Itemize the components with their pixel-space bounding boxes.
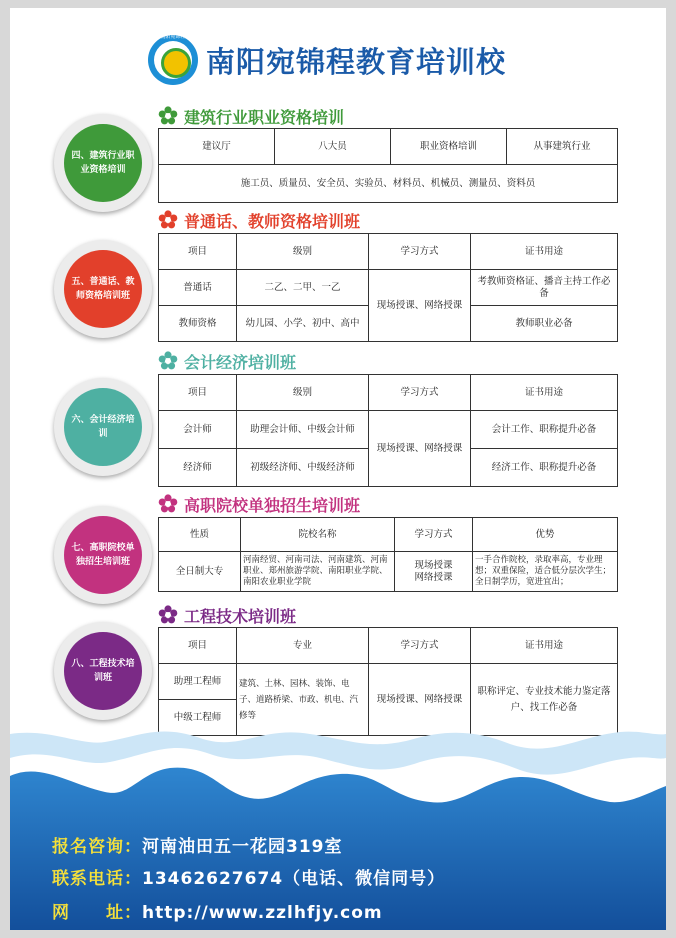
table-header: 项目: [159, 628, 237, 664]
table-cell: 经济工作、职称提升必备: [471, 449, 618, 487]
table-header: 证书用途: [471, 234, 618, 270]
table-cell: 建议厅: [159, 129, 275, 165]
table-cell: 会计工作、职称提升必备: [471, 411, 618, 449]
footer-address: [52, 832, 343, 857]
table-header: 项目: [159, 234, 237, 270]
table-header: 院校名称: [241, 518, 395, 552]
flower-icon: [158, 605, 178, 625]
table-header: 证书用途: [471, 628, 618, 664]
table-header: 级别: [237, 375, 369, 411]
footer-website: [52, 898, 383, 923]
school-logo: [148, 35, 198, 85]
method-line: 网络授课: [414, 571, 453, 583]
table-header: 优势: [473, 518, 618, 552]
table-cell: 现场授课、网络授课: [369, 270, 471, 342]
table-mandarin-teacher: [158, 233, 618, 342]
table-cell: 考教师资格证、播音主持工作必备: [471, 270, 618, 306]
badge-circle-5: [54, 240, 152, 338]
table-cell: 教师资格: [159, 306, 237, 342]
flower-icon: [158, 494, 178, 514]
table-cell: 助理会计师、中级会计师: [237, 411, 369, 449]
table-engineering: [158, 627, 618, 736]
table-header: 专业: [237, 628, 369, 664]
badge-circle-4: [54, 114, 152, 212]
logo-text: 南阳宛锦程: [160, 34, 186, 40]
table-cell: 施工员、质量员、安全员、实验员、材料员、机械员、测量员、资料员: [159, 165, 618, 203]
flower-icon: [158, 351, 178, 371]
section-title-engineering: [158, 603, 296, 627]
table-cell: 现场授课、网络授课: [369, 411, 471, 487]
table-header: 项目: [159, 375, 237, 411]
table-cell: 普通话: [159, 270, 237, 306]
table-cell: 经济师: [159, 449, 237, 487]
section-title-text: 普通话、教师资格培训班: [184, 211, 361, 231]
section-title-text: 会计经济培训班: [184, 352, 297, 372]
table-cell: 河南经贸、河南司法、河南建筑、河南职业、郑州旅游学院、南阳职业学院、南阳农业职业学院: [241, 552, 395, 592]
section-title-construction: [158, 104, 344, 128]
badge-text: 四、建筑行业职业资格培训: [64, 124, 142, 202]
method-line: 现场授课: [414, 559, 453, 571]
table-cell: 职称评定、专业技术能力鉴定落户、找工作必备: [471, 664, 618, 736]
table-header: 学习方式: [369, 628, 471, 664]
table-cell: 现场授课、网络授课: [369, 664, 471, 736]
table-cell: 八大员: [275, 129, 391, 165]
badge-text: 七、高职院校单独招生培训班: [64, 516, 142, 594]
section-title-mandarin-teacher: [158, 208, 360, 232]
table-vocational: [158, 517, 618, 592]
table-cell: 建筑、土林、园林、装饰、电子、道路桥梁、市政、机电、汽修等: [237, 664, 369, 736]
badge-circle-6: [54, 378, 152, 476]
section-title-text: 工程技术培训班: [184, 606, 297, 626]
table-header: 学习方式: [395, 518, 473, 552]
school-title: 南阳宛锦程教育培训校: [206, 44, 507, 79]
badge-text: 八、工程技术培训班: [64, 632, 142, 710]
address-value: 河南油田五一花园319室: [142, 837, 343, 857]
section-title-vocational: [158, 492, 360, 516]
table-header: 证书用途: [471, 375, 618, 411]
header: [148, 30, 506, 90]
table-cell: 中级工程师: [159, 700, 237, 736]
phone-value: 13462627674（电话、微信同号）: [142, 869, 446, 889]
badge-circle-7: [54, 506, 152, 604]
table-cell: 幼儿园、小学、初中、高中: [237, 306, 369, 342]
table-cell: 初级经济师、中级经济师: [237, 449, 369, 487]
flower-icon: [158, 210, 178, 230]
website-value: http://www.zzlhfjy.com: [142, 903, 383, 923]
table-cell: 职业资格培训: [391, 129, 507, 165]
section-title-text: 建筑行业职业资格培训: [184, 107, 345, 127]
badge-circle-8: [54, 622, 152, 720]
table-header: 学习方式: [369, 234, 471, 270]
badge-text: 六、会计经济培训: [64, 388, 142, 466]
address-label: 报名咨询：: [52, 837, 142, 857]
website-label: 网 址：: [52, 903, 142, 923]
flower-icon: [158, 106, 178, 126]
table-header: 性质: [159, 518, 241, 552]
table-construction: [158, 128, 618, 203]
table-header: 学习方式: [369, 375, 471, 411]
footer-phone: [52, 864, 445, 889]
table-accounting: [158, 374, 618, 487]
table-header: 级别: [237, 234, 369, 270]
section-title-text: 高职院校单独招生培训班: [184, 495, 361, 515]
section-title-accounting: [158, 349, 296, 373]
table-cell: 一手合作院校，录取率高，专业理想；双重保险，适合低分层次学生；全日制学历，宽进宜出；: [473, 552, 618, 592]
table-cell: 教师职业必备: [471, 306, 618, 342]
table-cell: 会计师: [159, 411, 237, 449]
table-cell: 助理工程师: [159, 664, 237, 700]
table-cell: 从事建筑行业: [507, 129, 618, 165]
footer: [10, 728, 666, 930]
table-cell: [395, 552, 473, 592]
table-cell: 二乙、二甲、一乙: [237, 270, 369, 306]
table-cell: 全日制大专: [159, 552, 241, 592]
poster-page: [10, 8, 666, 930]
phone-label: 联系电话：: [52, 869, 142, 889]
badge-text: 五、普通话、教师资格培训班: [64, 250, 142, 328]
